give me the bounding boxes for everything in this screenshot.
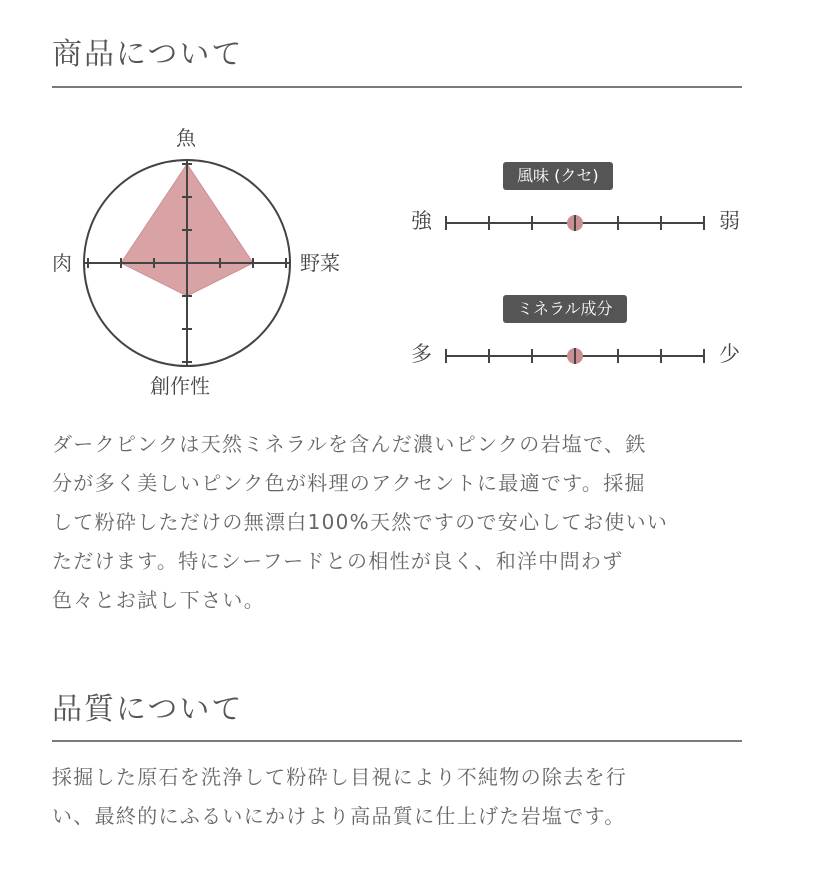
flavor-slider-title: 風味 (クセ) [503, 162, 613, 190]
mineral-slider-title: ミネラル成分 [503, 295, 627, 323]
product-description-line: 色々とお試し下さい。 [52, 588, 265, 612]
flavor-slider-left-label: 強 [411, 209, 432, 233]
product-description [52, 425, 752, 620]
product-description-line: ただけます。特にシーフードとの相性が良く、和洋中問わず [52, 549, 624, 573]
quality-title-divider [52, 740, 742, 742]
radar-label-vegetable: 野菜 [300, 251, 340, 275]
quality-description [52, 758, 752, 836]
product-section-title: 商品について [52, 37, 244, 72]
quality-section-title: 品質について [52, 692, 244, 727]
radar-label-fish: 魚 [176, 126, 196, 150]
mineral-slider-left-label: 多 [411, 342, 432, 366]
flavor-slider [440, 210, 710, 236]
product-title-divider [52, 86, 742, 88]
mineral-slider [440, 343, 710, 369]
radar-label-meat: 肉 [52, 251, 72, 275]
flavor-slider-right-label: 弱 [719, 209, 740, 233]
mineral-slider-right-label: 少 [719, 342, 740, 366]
radar-label-creativity: 創作性 [150, 374, 210, 398]
product-description-line: 分が多く美しいピンク色が料理のアクセントに最適です。採掘 [52, 471, 646, 495]
taste-radar-chart [40, 115, 340, 415]
product-description-line: して粉砕しただけの無漂白100%天然ですので安心してお使いい [52, 510, 669, 534]
quality-description-line: 採掘した原石を洗浄して粉砕し目視により不純物の除去を行 [52, 765, 628, 789]
product-description-line: ダークピンクは天然ミネラルを含んだ濃いピンクの岩塩で、鉄 [52, 432, 647, 456]
quality-description-line: い、最終的にふるいにかけより高品質に仕上げた岩塩です。 [52, 804, 626, 828]
